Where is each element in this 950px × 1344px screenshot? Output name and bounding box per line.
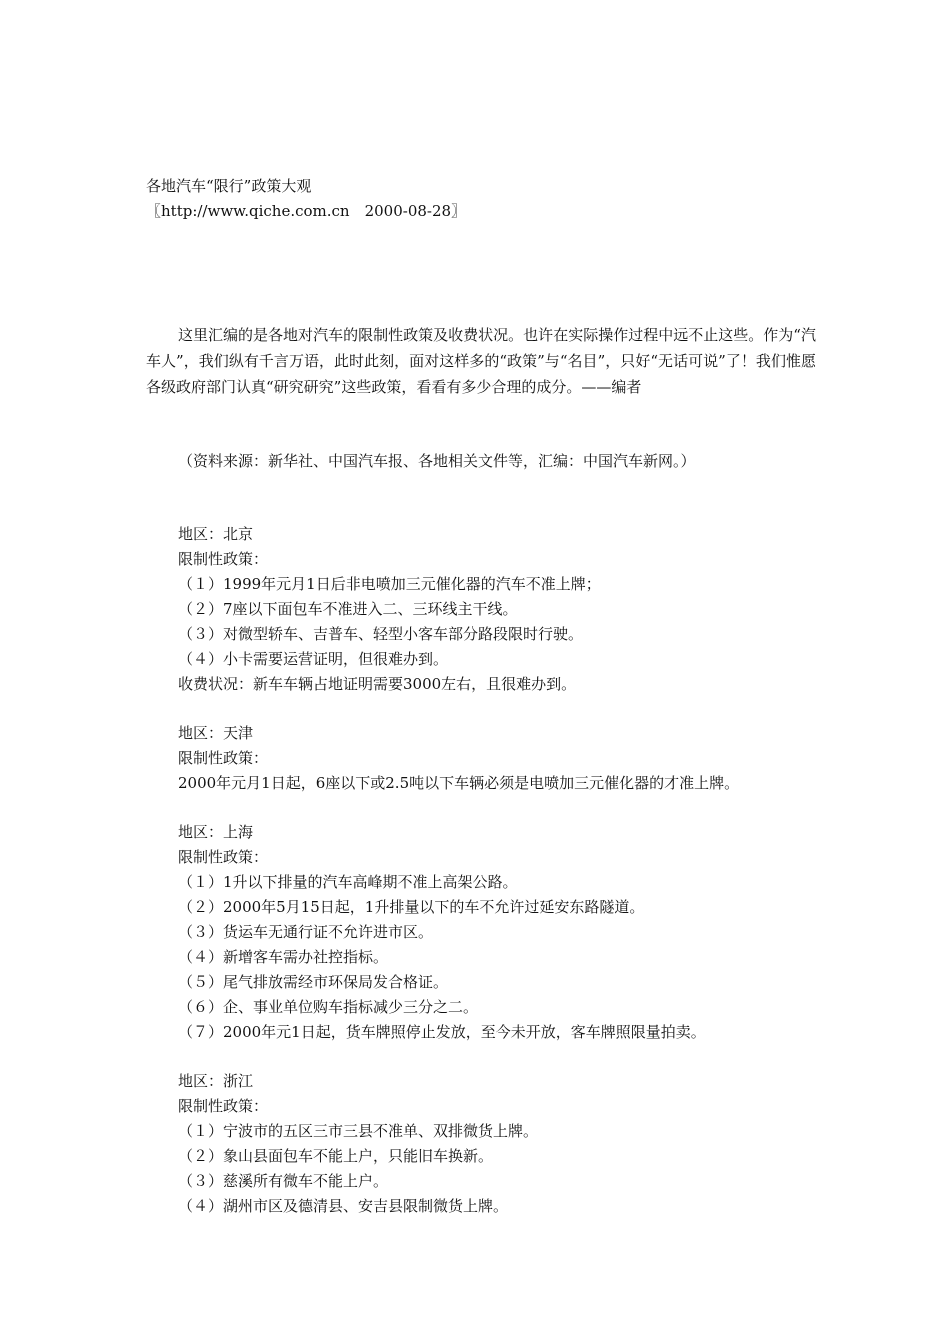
fee-status: 收费状况：新车车辆占地证明需要3000左右，且很难办到。 [178, 675, 577, 693]
region-shanghai [178, 820, 818, 1045]
region-name: 地区：天津 [178, 724, 254, 742]
intro-paragraph: 这里汇编的是各地对汽车的限制性政策及收费状况。也许在实际操作过程中远不止这些。作为“汽车人”，我们纵有千言万语，此时此刻，面对这样多的“政策”与“名目”，只好“无话可说”了！我们惟愿各级政府部门认真“研究研究”这些政策，看看有多少合理的成分。——编者 [146, 326, 816, 396]
region-tianjin [178, 721, 818, 796]
policy-item: （１）1升以下排量的汽车高峰期不准上高架公路。 [178, 873, 518, 891]
policy-item: （４）湖州市区及德清县、安吉县限制微货上牌。 [178, 1197, 509, 1215]
region-name: 地区：上海 [178, 823, 254, 841]
policy-item: （２）2000年5月15日起，1升排量以下的车不允许过延安东路隧道。 [178, 898, 645, 916]
region-zhejiang [178, 1069, 818, 1219]
policy-item: （３）货运车无通行证不允许进市区。 [178, 923, 434, 941]
policy-item: （３）慈溪所有微车不能上户。 [178, 1172, 389, 1190]
region-name: 地区：浙江 [178, 1072, 254, 1090]
policy-item: （２）象山县面包车不能上户，只能旧车换新。 [178, 1147, 494, 1165]
policy-item: （４）小卡需要运营证明，但很难办到。 [178, 650, 449, 668]
policy-item: （１）1999年元月1日后非电喷加三元催化器的汽车不准上牌； [178, 575, 601, 593]
policy-item: （５）尾气排放需经市环保局发合格证。 [178, 973, 449, 991]
policy-label: 限制性政策： [178, 749, 269, 767]
policy-item: （６）企、事业单位购车指标减少三分之二。 [178, 998, 479, 1016]
policy-item: （１）宁波市的五区三市三县不准单、双排微货上牌。 [178, 1122, 539, 1140]
policy-label: 限制性政策： [178, 1097, 269, 1115]
policy-label: 限制性政策： [178, 550, 269, 568]
policy-item: （４）新增客车需办社控指标。 [178, 948, 389, 966]
policy-item: （７）2000年元1日起，货车牌照停止发放，至今未开放，客车牌照限量拍卖。 [178, 1023, 706, 1041]
region-name: 地区：北京 [178, 525, 254, 543]
policy-label: 限制性政策： [178, 848, 269, 866]
source-note: （资料来源：新华社、中国汽车报、各地相关文件等，汇编：中国汽车新网。） [178, 452, 696, 470]
policy-item: （２）7座以下面包车不准进入二、三环线主干线。 [178, 600, 518, 618]
policy-item: （３）对微型轿车、吉普车、轻型小客车部分路段限时行驶。 [178, 625, 584, 643]
source-line: 〖http://www.qiche.com.cn 2000-08-28〗 [146, 202, 467, 220]
document-title: 各地汽车“限行”政策大观 [146, 177, 312, 195]
region-beijing [178, 522, 818, 697]
policy-item: 2000年元月1日起，6座以下或2.5吨以下车辆必须是电喷加三元催化器的才准上牌。 [178, 774, 740, 792]
